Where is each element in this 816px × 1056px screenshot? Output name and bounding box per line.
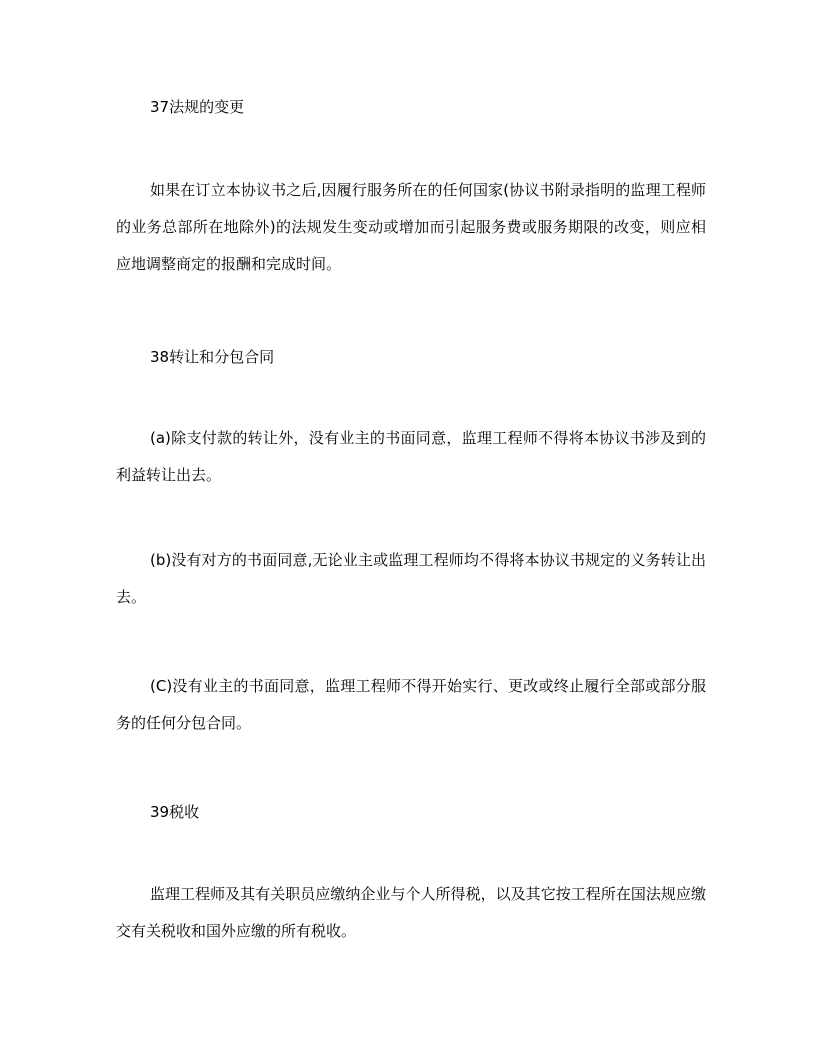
section-heading-39: 39税收 [150,803,200,821]
paragraph-38-b: (b)没有对方的书面同意,无论业主或监理工程师均不得将本协议书规定的义务转让出去。 [116,551,706,606]
paragraph-39-taxation: 监理工程师及其有关职员应缴纳企业与个人所得税，以及其它按工程所在国法规应缴交有关税收和国外应缴的所有税收。 [116,885,706,940]
paragraph-38-c: (C)没有业主的书面同意，监理工程师不得开始实行、更改或终止履行全部或部分服务的任何分包合同。 [116,677,706,732]
section-heading-38: 38转让和分包合同 [150,348,275,366]
section-heading-37: 37法规的变更 [150,98,245,116]
paragraph-38-a: (a)除支付款的转让外，没有业主的书面同意，监理工程师不得将本协议书涉及到的利益转让出去。 [116,429,706,484]
paragraph-37-regulation-change: 如果在订立本协议书之后,因履行服务所在的任何国家(协议书附录指明的监理工程师的业务总部所在地除外)的法规发生变动或增加而引起服务费或服务期限的改变，则应相应地调整商定的报酬和完成时间。 [116,181,706,273]
